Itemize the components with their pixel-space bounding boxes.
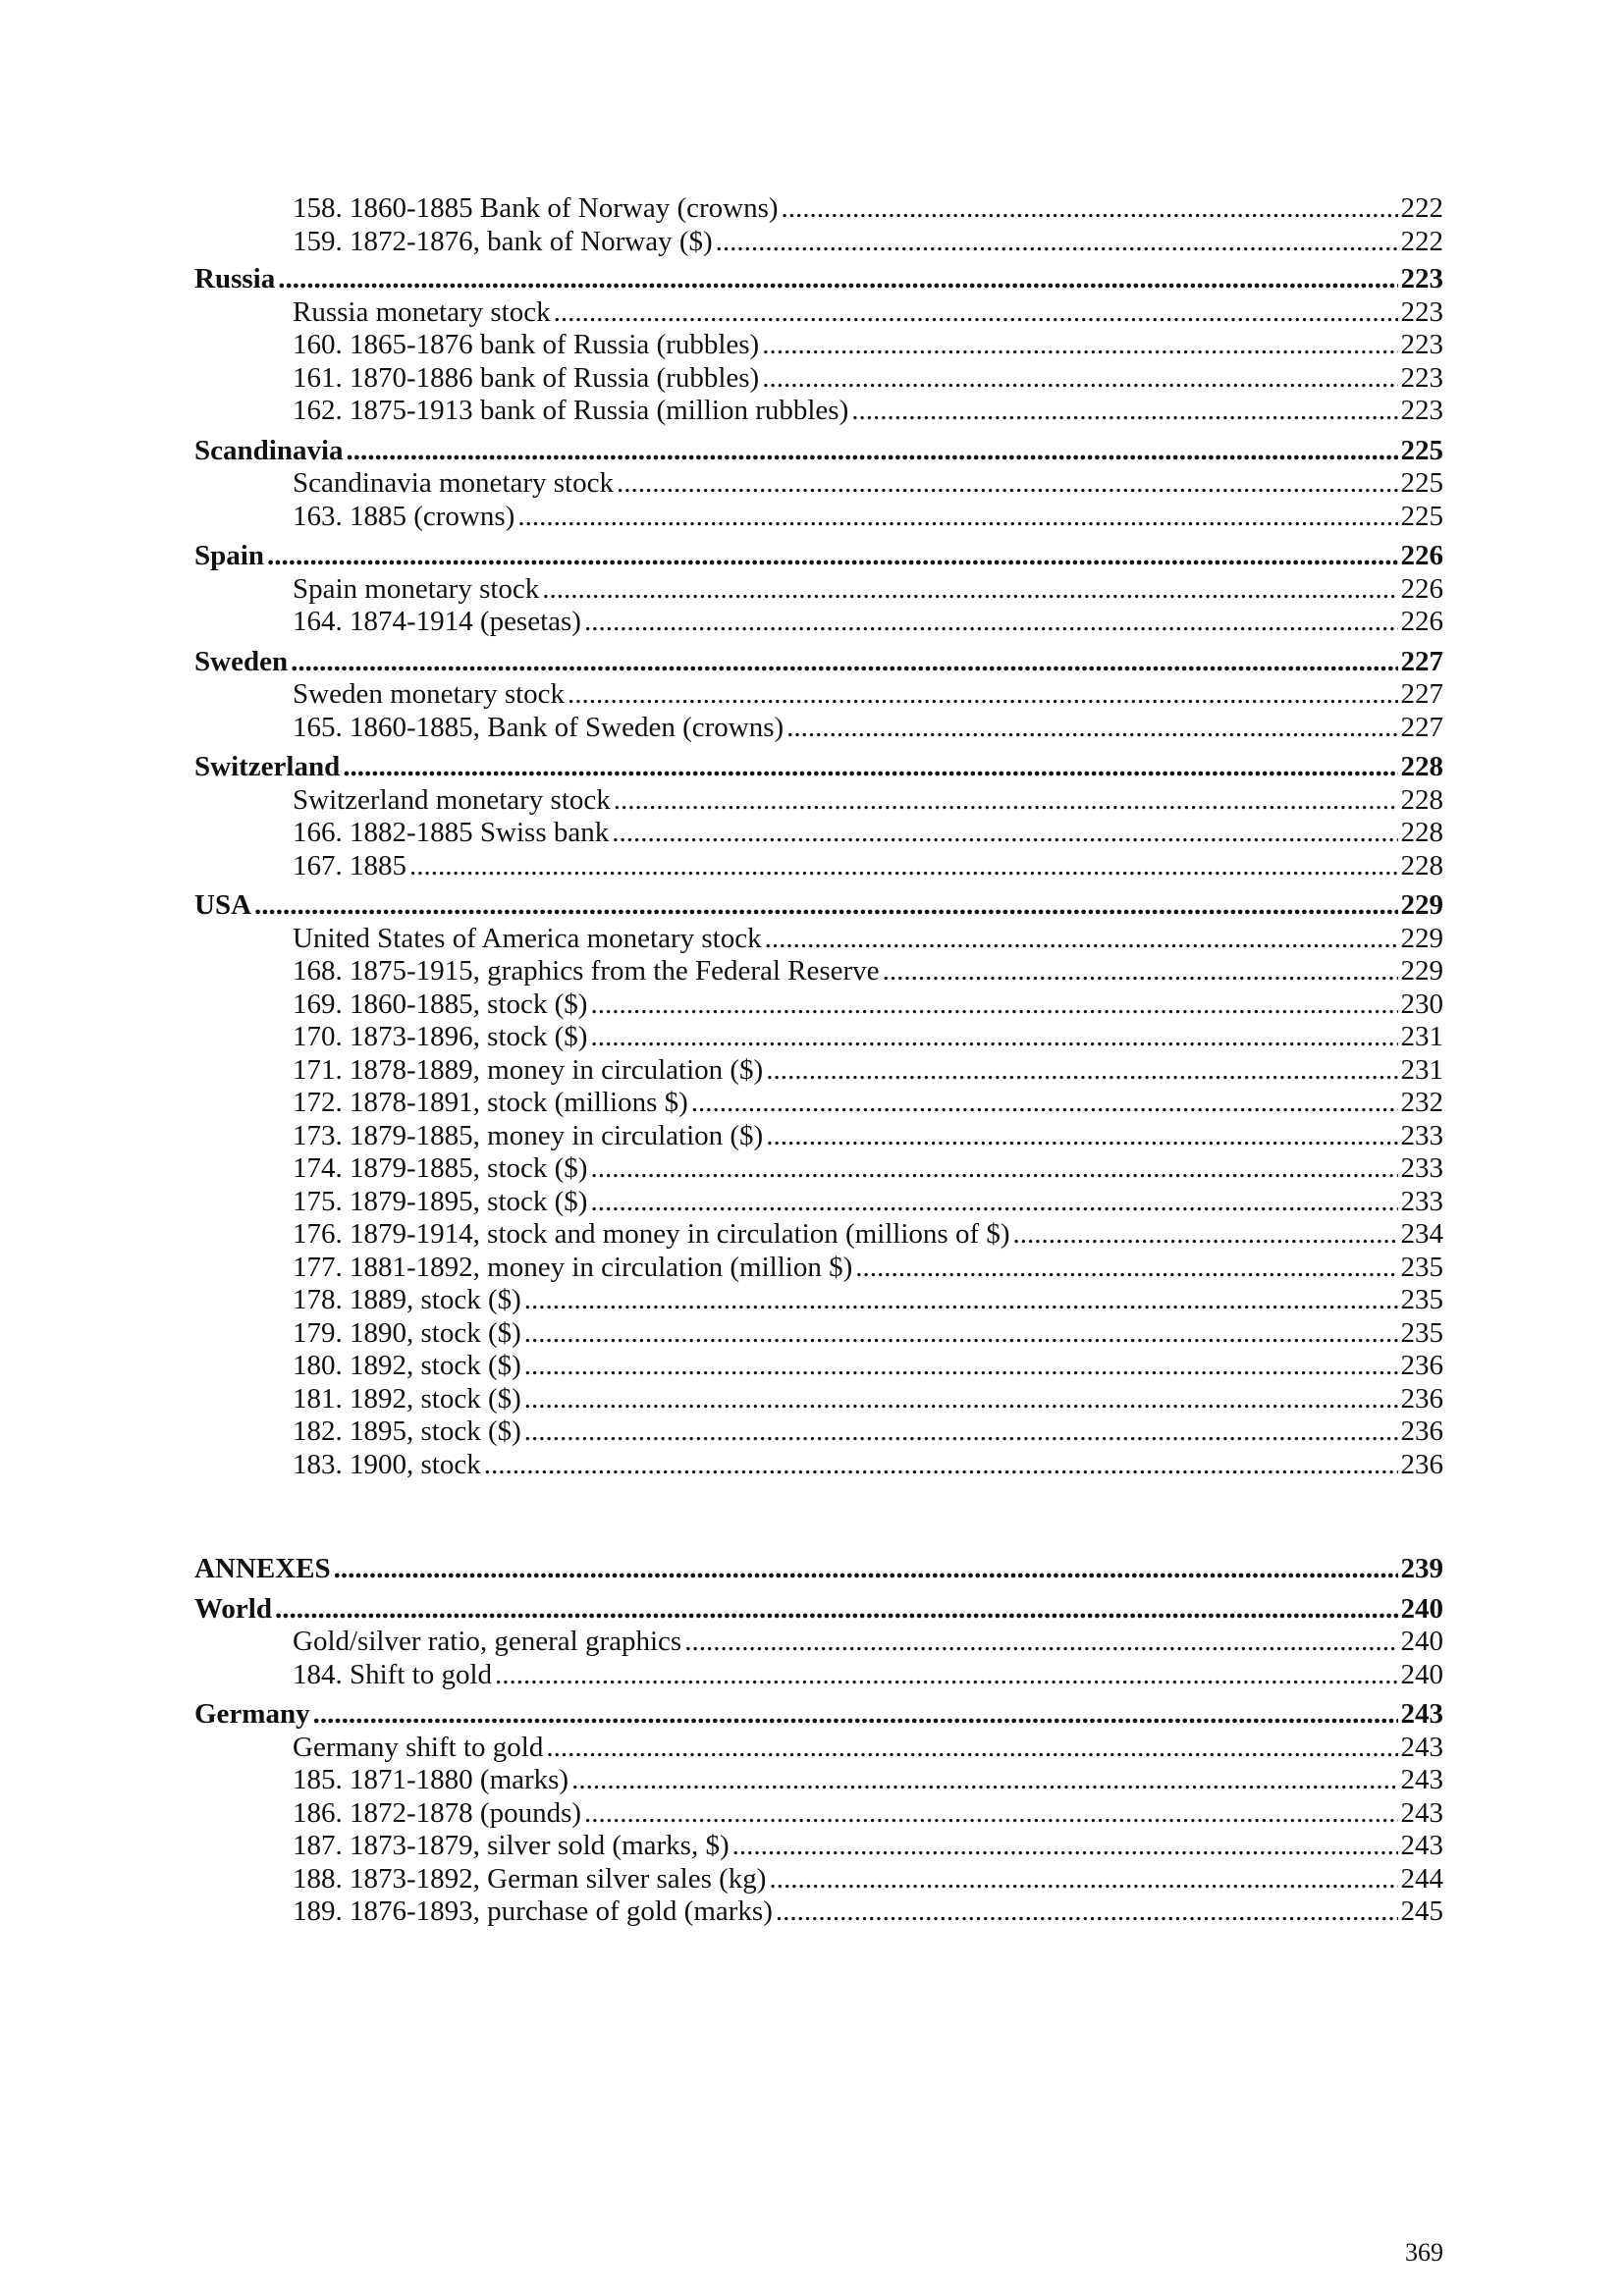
toc-section-heading[interactable] [194, 1593, 1443, 1627]
dot-leader [614, 784, 1398, 818]
toc-entry[interactable] [194, 923, 1443, 956]
toc-entry-title: 161. 1870-1886 bank of Russia (rubbles) [293, 361, 760, 394]
dot-leader [855, 1252, 1397, 1285]
toc-entry-title: Sweden monetary stock [293, 678, 566, 710]
dot-leader [278, 263, 1397, 296]
toc-entry[interactable] [194, 1797, 1443, 1831]
toc-page-number: 239 [1400, 1553, 1443, 1584]
toc-entry[interactable] [194, 1252, 1443, 1285]
dot-leader [554, 296, 1398, 330]
toc-entry[interactable] [194, 296, 1443, 330]
toc-entry-title: 166. 1882-1885 Swiss bank [293, 817, 610, 848]
dot-leader [716, 226, 1398, 259]
toc-page-number: 243 [1400, 1764, 1443, 1795]
toc-page-number: 228 [1400, 751, 1443, 782]
dot-leader [571, 1764, 1397, 1797]
toc-page-number: 243 [1400, 1731, 1443, 1763]
toc-section-heading[interactable] [194, 540, 1443, 573]
toc-entry-title: 172. 1878-1891, stock (millions $) [293, 1087, 688, 1118]
toc-page-number: 225 [1400, 467, 1443, 499]
dot-leader [524, 1415, 1398, 1449]
toc-entry[interactable] [194, 395, 1443, 428]
toc-page-number: 229 [1400, 889, 1443, 921]
dot-leader [568, 678, 1397, 712]
toc-page-number: 222 [1400, 225, 1443, 257]
toc-entry-title: Germany shift to gold [293, 1731, 544, 1763]
toc-entry-title: 175. 1879-1895, stock ($) [293, 1185, 588, 1217]
toc-entry-title: 169. 1860-1885, stock ($) [293, 988, 588, 1020]
toc-section-heading[interactable] [194, 751, 1443, 784]
dot-leader [762, 329, 1397, 362]
toc-entry-title: 168. 1875-1915, graphics from the Federal Reserve [293, 955, 880, 987]
dot-leader [524, 1317, 1398, 1351]
dot-leader [851, 395, 1397, 428]
toc-page-number: 236 [1400, 1350, 1443, 1381]
toc-entry-title: Russia [194, 263, 276, 294]
toc-entry[interactable] [194, 1021, 1443, 1054]
dot-leader [782, 192, 1398, 226]
toc-entry-title: 188. 1873-1892, German silver sales (kg) [293, 1862, 767, 1895]
dot-leader [495, 1659, 1397, 1692]
toc-entry-title: 181. 1892, stock ($) [293, 1382, 521, 1415]
toc-entry[interactable] [194, 192, 1443, 226]
toc-entry[interactable] [194, 1054, 1443, 1088]
toc-entry-title: 160. 1865-1876 bank of Russia (rubbles) [293, 329, 760, 360]
toc-page-number: 235 [1400, 1251, 1443, 1283]
toc-page-number: 240 [1400, 1592, 1443, 1625]
dot-leader [291, 646, 1397, 679]
toc-entry-title: 182. 1895, stock ($) [293, 1415, 521, 1447]
toc-page-number: 235 [1400, 1284, 1443, 1315]
toc-entry-title: Spain monetary stock [293, 572, 540, 605]
dot-leader [590, 1021, 1397, 1054]
toc-entry-title: World [194, 1592, 272, 1625]
dot-leader [732, 1830, 1398, 1863]
dot-leader [275, 1593, 1398, 1627]
toc-entry-title: 176. 1879-1914, stock and money in circulation (millions of $) [293, 1218, 1010, 1250]
toc-page-number: 235 [1400, 1316, 1443, 1349]
toc-entry[interactable] [194, 1659, 1443, 1692]
toc-entry[interactable] [194, 850, 1443, 883]
dot-leader [769, 1863, 1397, 1896]
toc-page-number: 226 [1400, 606, 1443, 637]
toc-page-number: 225 [1400, 434, 1443, 466]
dot-leader [313, 1698, 1398, 1732]
toc-page-number: 240 [1400, 1658, 1443, 1690]
dot-leader [524, 1284, 1398, 1317]
toc-page-number: 236 [1400, 1448, 1443, 1480]
toc-entry-title: 183. 1900, stock [293, 1448, 481, 1480]
toc-entry-title: 165. 1860-1885, Bank of Sweden (crowns) [293, 711, 785, 743]
toc-page-number: 245 [1400, 1896, 1443, 1927]
toc-entry-title: 187. 1873-1879, silver sold (marks, $) [293, 1830, 730, 1861]
toc-page-number: 226 [1400, 540, 1443, 571]
toc-page-number: 231 [1400, 1021, 1443, 1052]
section-gap [194, 1481, 1443, 1546]
dot-leader [776, 1896, 1398, 1929]
toc-entry-title: Switzerland monetary stock [293, 783, 611, 816]
toc-entry[interactable] [194, 817, 1443, 850]
toc-entry-title: Switzerland [194, 751, 341, 782]
toc-entry[interactable] [194, 1383, 1443, 1416]
toc-entry-title: Scandinavia [194, 434, 344, 466]
toc-entry[interactable] [194, 362, 1443, 396]
toc-entry-title: 162. 1875-1913 bank of Russia (million rubbles) [293, 395, 849, 426]
dot-leader [267, 540, 1398, 573]
toc-entry-title: 173. 1879-1885, money in circulation ($) [293, 1119, 764, 1151]
dot-leader [786, 712, 1397, 745]
toc-entry-title: 184. Shift to gold [293, 1658, 493, 1690]
dot-leader [691, 1087, 1398, 1120]
toc-page-number: 227 [1400, 645, 1443, 677]
toc-entry[interactable] [194, 955, 1443, 988]
dot-leader [617, 467, 1398, 501]
toc-entry-title: 186. 1872-1878 (pounds) [293, 1796, 582, 1829]
toc-page-number: 244 [1400, 1862, 1443, 1895]
toc-entry-title: 185. 1871-1880 (marks) [293, 1764, 569, 1795]
toc-entry-title: Gold/silver ratio, general graphics [293, 1626, 682, 1657]
toc-entry[interactable] [194, 1284, 1443, 1317]
toc-page-number: 233 [1400, 1119, 1443, 1151]
dot-leader [409, 850, 1398, 883]
toc-page-number: 229 [1400, 955, 1443, 987]
toc-page-number: 223 [1400, 395, 1443, 426]
dot-leader [517, 501, 1397, 534]
toc-entry-title: Scandinavia monetary stock [293, 467, 614, 499]
toc-entry[interactable] [194, 573, 1443, 607]
toc-page-number: 233 [1400, 1152, 1443, 1184]
toc-entry[interactable] [194, 1830, 1443, 1863]
table-of-contents [194, 192, 1443, 1929]
dot-leader [254, 889, 1397, 923]
dot-leader [524, 1350, 1398, 1383]
dot-leader [542, 573, 1397, 607]
toc-section-heading[interactable] [194, 263, 1443, 296]
dot-leader [546, 1732, 1397, 1765]
dot-leader [762, 362, 1397, 396]
toc-entry[interactable] [194, 678, 1443, 712]
toc-entry-title: 178. 1889, stock ($) [293, 1284, 521, 1315]
toc-entry[interactable] [194, 1218, 1443, 1252]
toc-entry[interactable] [194, 1317, 1443, 1351]
toc-entry[interactable] [194, 501, 1443, 534]
toc-entry-title: 167. 1885 [293, 849, 406, 881]
dot-leader [766, 1054, 1397, 1088]
dot-leader [334, 1553, 1398, 1586]
toc-entry-title: 159. 1872-1876, bank of Norway ($) [293, 225, 713, 257]
dot-leader [484, 1449, 1398, 1482]
toc-entry[interactable] [194, 784, 1443, 818]
toc-page-number: 232 [1400, 1087, 1443, 1118]
toc-entry-title: 171. 1878-1889, money in circulation ($) [293, 1053, 764, 1086]
toc-page-number: 240 [1400, 1626, 1443, 1657]
dot-leader [590, 1152, 1397, 1186]
toc-page-number: 227 [1400, 678, 1443, 710]
toc-entry-title: Spain [194, 540, 264, 571]
toc-entry-title: 177. 1881-1892, money in circulation (million $) [293, 1251, 853, 1283]
toc-page-number: 228 [1400, 849, 1443, 881]
toc-page-number: 228 [1400, 783, 1443, 816]
dot-leader [584, 606, 1398, 639]
toc-entry[interactable] [194, 329, 1443, 362]
toc-page-number: 236 [1400, 1415, 1443, 1447]
toc-entry-title: 158. 1860-1885 Bank of Norway (crowns) [293, 192, 779, 224]
dot-leader [584, 1797, 1397, 1831]
toc-page-number: 227 [1400, 711, 1443, 743]
toc-entry-title: Germany [194, 1698, 310, 1730]
toc-entry[interactable] [194, 1732, 1443, 1765]
toc-entry[interactable] [194, 1764, 1443, 1797]
toc-entry[interactable] [194, 1449, 1443, 1482]
toc-entry-title: Sweden [194, 645, 289, 677]
toc-entry-title: 179. 1890, stock ($) [293, 1316, 521, 1349]
dot-leader [343, 751, 1397, 784]
toc-page-number: 222 [1400, 192, 1443, 224]
toc-entry-title: United States of America monetary stock [293, 922, 762, 954]
toc-page-number: 243 [1400, 1796, 1443, 1829]
toc-entry-title: 180. 1892, stock ($) [293, 1350, 521, 1381]
toc-page-number: 229 [1400, 922, 1443, 954]
toc-page-number: 236 [1400, 1382, 1443, 1415]
toc-section-heading[interactable] [194, 1553, 1443, 1586]
toc-page-number: 223 [1400, 361, 1443, 394]
toc-entry[interactable] [194, 1896, 1443, 1929]
toc-page-number: 223 [1400, 263, 1443, 294]
toc-section-heading[interactable] [194, 889, 1443, 923]
dot-leader [765, 923, 1398, 956]
toc-section-heading[interactable] [194, 1698, 1443, 1732]
toc-entry[interactable] [194, 467, 1443, 501]
toc-page-number: 233 [1400, 1185, 1443, 1217]
toc-page-number: 243 [1400, 1698, 1443, 1730]
toc-page-number: 226 [1400, 572, 1443, 605]
toc-section-heading[interactable] [194, 435, 1443, 468]
toc-entry-title: 163. 1885 (crowns) [293, 500, 515, 532]
toc-page-number: 243 [1400, 1830, 1443, 1861]
toc-entry[interactable] [194, 1863, 1443, 1896]
toc-entry-title: Russia monetary stock [293, 295, 551, 328]
toc-entry[interactable] [194, 712, 1443, 745]
toc-page-number: 231 [1400, 1053, 1443, 1086]
toc-entry[interactable] [194, 226, 1443, 259]
toc-entry[interactable] [194, 1626, 1443, 1659]
toc-entry[interactable] [194, 606, 1443, 639]
toc-entry-title: USA [194, 889, 252, 921]
dot-leader [1013, 1218, 1398, 1252]
toc-entry[interactable] [194, 1087, 1443, 1120]
dot-leader [766, 1120, 1397, 1153]
toc-entry[interactable] [194, 1186, 1443, 1219]
toc-section-heading[interactable] [194, 646, 1443, 679]
toc-entry-title: 174. 1879-1885, stock ($) [293, 1152, 588, 1184]
toc-entry-title: 189. 1876-1893, purchase of gold (marks) [293, 1896, 773, 1927]
toc-entry-title: 170. 1873-1896, stock ($) [293, 1021, 588, 1052]
toc-entry-title: 164. 1874-1914 (pesetas) [293, 606, 581, 637]
page-number: 369 [1405, 2238, 1443, 2267]
toc-entry-title: ANNEXES [194, 1553, 331, 1584]
toc-page-number: 223 [1400, 329, 1443, 360]
toc-page-number: 230 [1400, 988, 1443, 1020]
dot-leader [684, 1626, 1397, 1659]
toc-page-number: 225 [1400, 500, 1443, 532]
toc-entry[interactable] [194, 988, 1443, 1022]
toc-entry[interactable] [194, 1350, 1443, 1383]
toc-page-number: 228 [1400, 817, 1443, 848]
toc-entry[interactable] [194, 1415, 1443, 1449]
toc-page-number: 223 [1400, 295, 1443, 328]
toc-entry[interactable] [194, 1120, 1443, 1153]
dot-leader [590, 988, 1397, 1022]
dot-leader [883, 955, 1398, 988]
dot-leader [524, 1383, 1398, 1416]
dot-leader [590, 1186, 1397, 1219]
toc-page-number: 234 [1400, 1218, 1443, 1250]
toc-entry[interactable] [194, 1152, 1443, 1186]
dot-leader [612, 817, 1397, 850]
dot-leader [347, 435, 1398, 468]
